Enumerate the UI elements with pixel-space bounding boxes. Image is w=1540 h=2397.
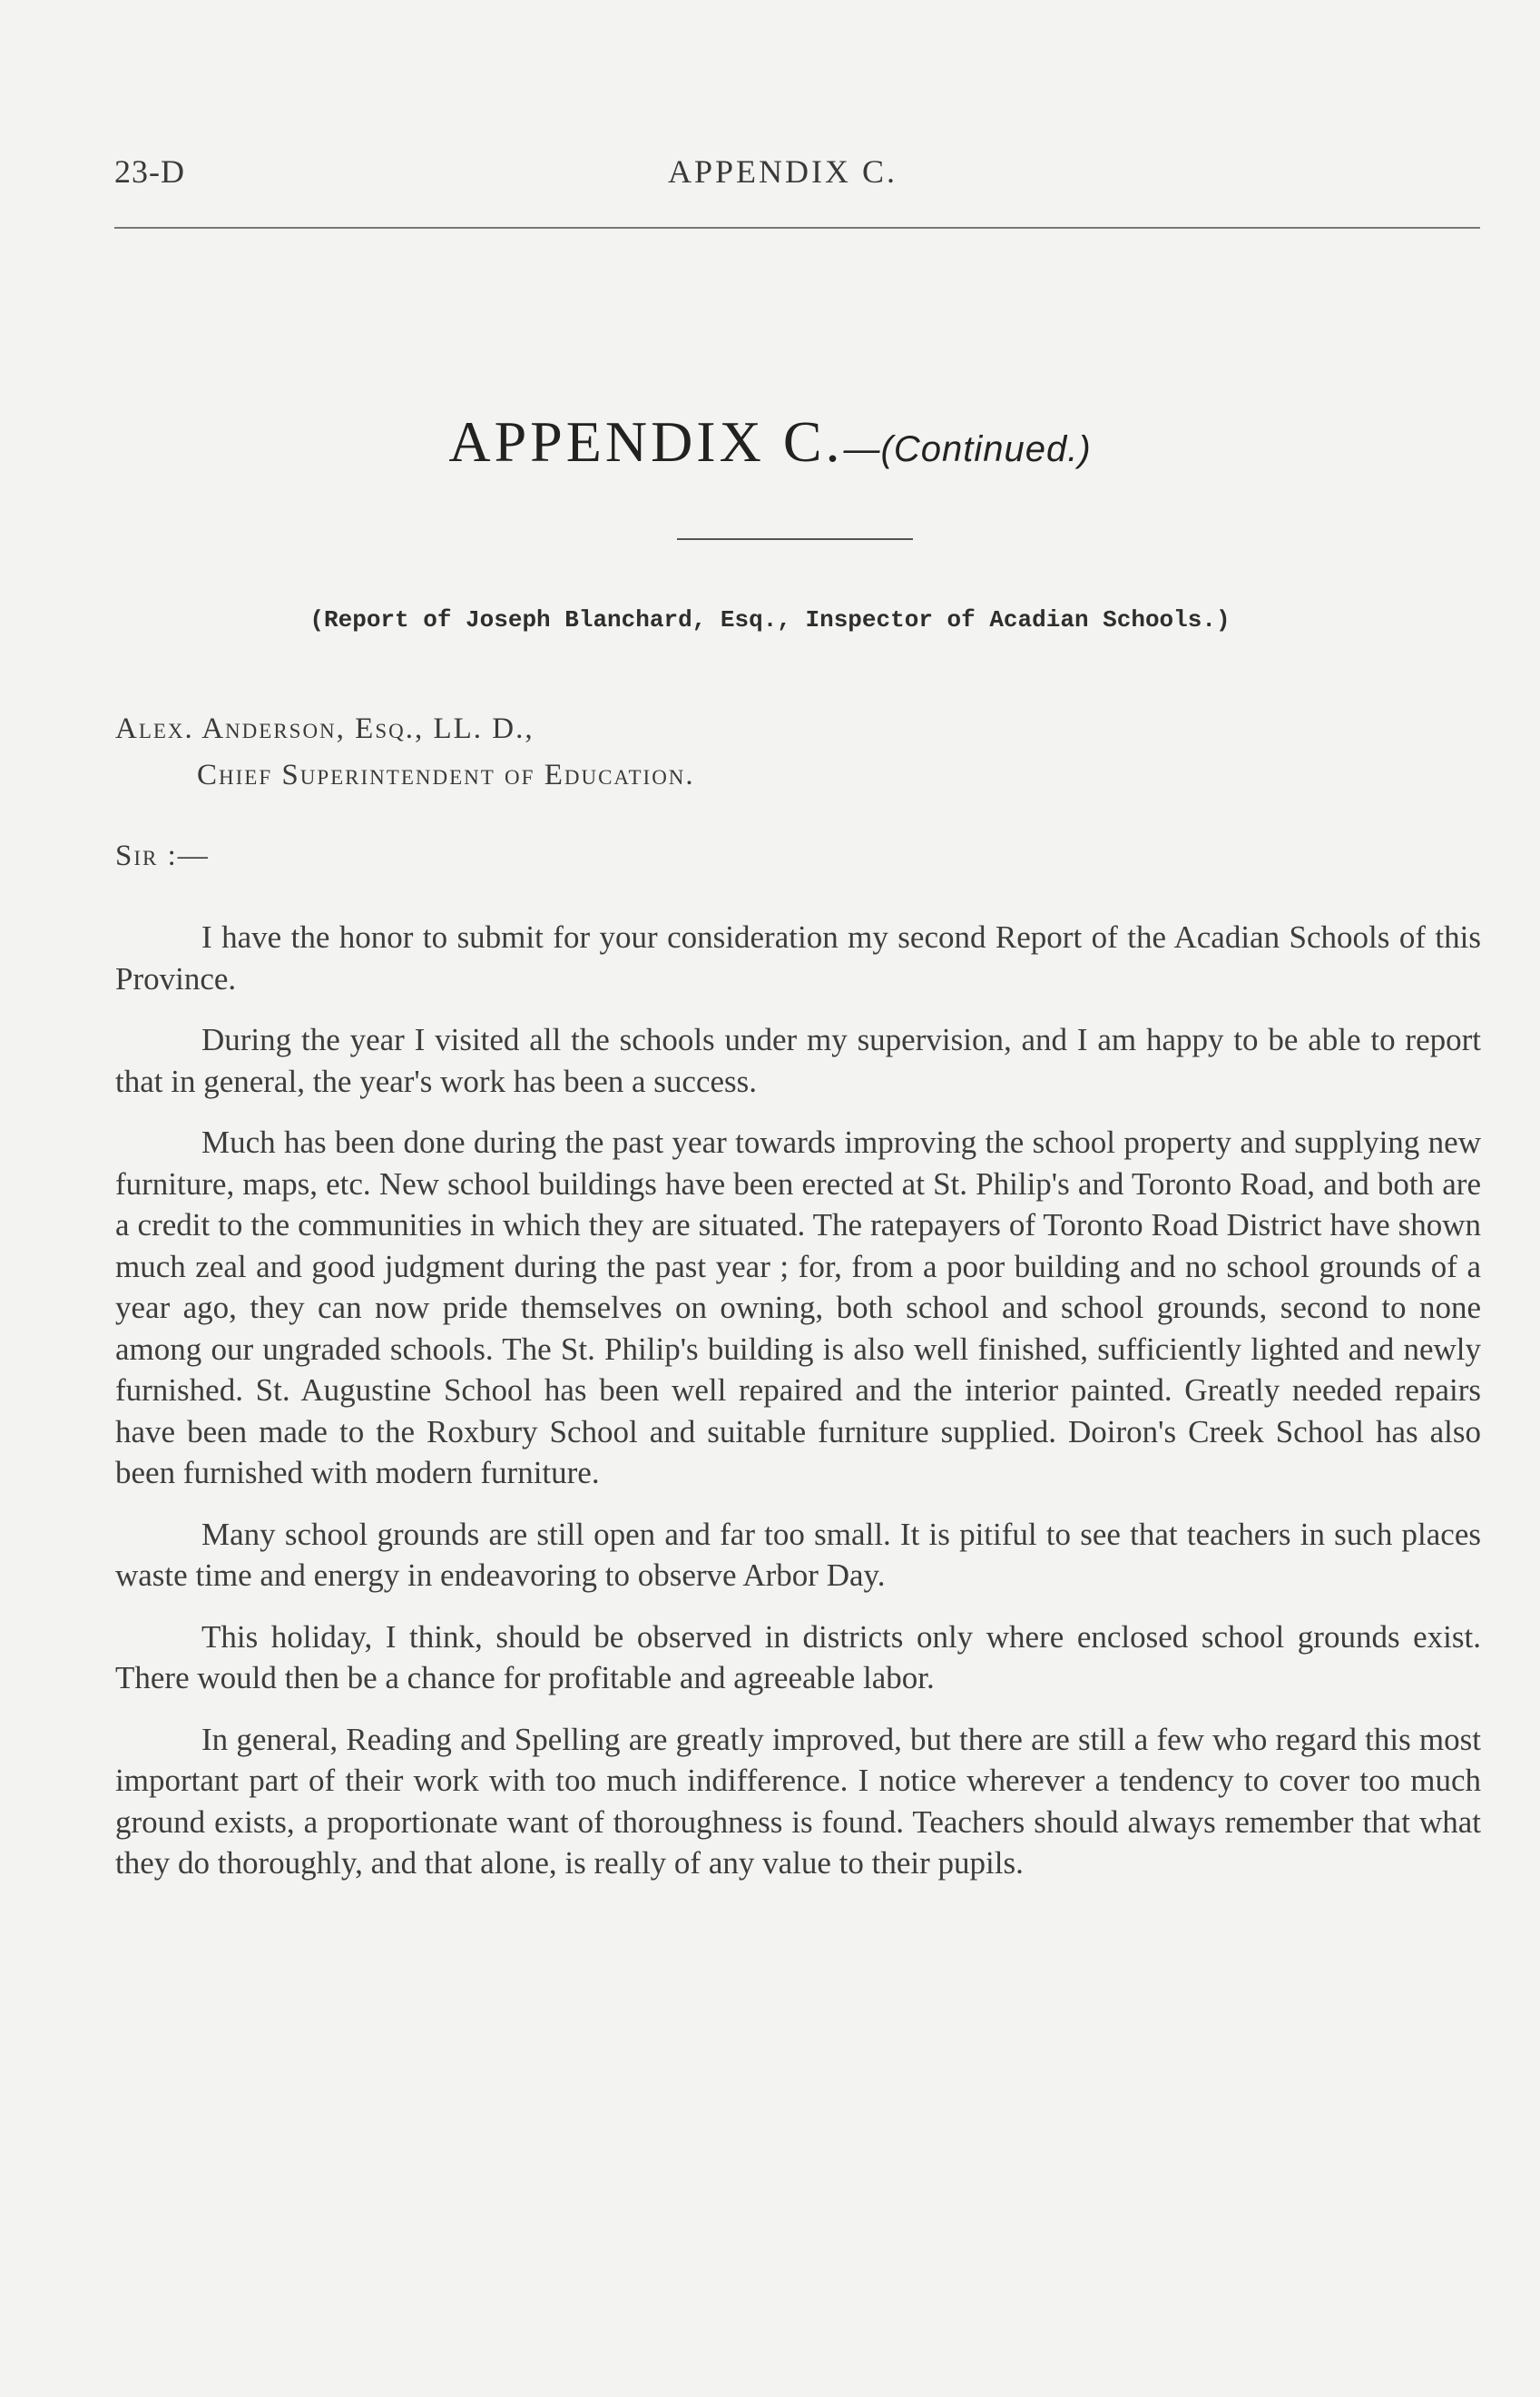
title-rule — [677, 538, 913, 540]
salutation: Sir :— — [115, 840, 210, 872]
title-continued: —(Continued.) — [843, 429, 1092, 469]
addressee-title: Chief Superintendent of Education. — [197, 759, 695, 791]
title-main: APPENDIX C. — [448, 409, 844, 474]
running-header — [114, 152, 1476, 198]
paragraph: Much has been done during the past year towards improving the school property and supplying new furniture, maps, etc. New school buildings have been erected at St. Philip's and Toronto Road, and both are a credit to the communities in which they are situated. The ratepayers of Toronto Road District have shown much zeal and good judgment during the past year ; for, from a poor building and no school grounds of a year ago, they can now pride themselves on owning, both school and school grounds, second to none among our ungraded schools. The St. Philip's building is also well finished, sufficiently lighted and newly furnished. St. Augustine School has been well repaired and the interior painted. Greatly needed repairs have been made to the Roxbury School and suitable furniture supplied. Doiron's Creek School has also been furnished with modern furniture. — [115, 1125, 1481, 1490]
paragraph: During the year I visited all the schools under my supervision, and I am happy to be able to report that in general, the year's work has been a success. — [115, 1022, 1481, 1099]
paragraph: In general, Reading and Spelling are greatly improved, but there are still a few who regard this most important part of their work with too much indifference. I notice wherever a tendency to cover too much ground exists, a proportionate want of thoroughness is found. Teachers should always remember that what they do thoroughly, and that alone, is really of any value to their pupils. — [115, 1721, 1481, 1881]
running-title: APPENDIX C. — [668, 153, 898, 190]
addressee-name: Alex. Anderson, Esq., LL. D., — [115, 712, 535, 745]
page-title — [0, 408, 1540, 476]
report-subtitle: (Report of Joseph Blanchard, Esq., Inspector of Acadian Schools.) — [309, 606, 1231, 634]
report-body — [115, 917, 1481, 1904]
paragraph: I have the honor to submit for your consideration my second Report of the Acadian Schools of this Province. — [115, 919, 1481, 997]
paragraph: Many school grounds are still open and far too small. It is pitiful to see that teachers in such places waste time and energy in endeavoring to observe Arbor Day. — [115, 1516, 1481, 1593]
page-number: 23-D — [114, 153, 185, 190]
paragraph: This holiday, I think, should be observed in districts only where enclosed school grounds exist. There would then be a chance for profitable and agreeable labor. — [115, 1618, 1481, 1695]
header-rule — [114, 227, 1480, 229]
